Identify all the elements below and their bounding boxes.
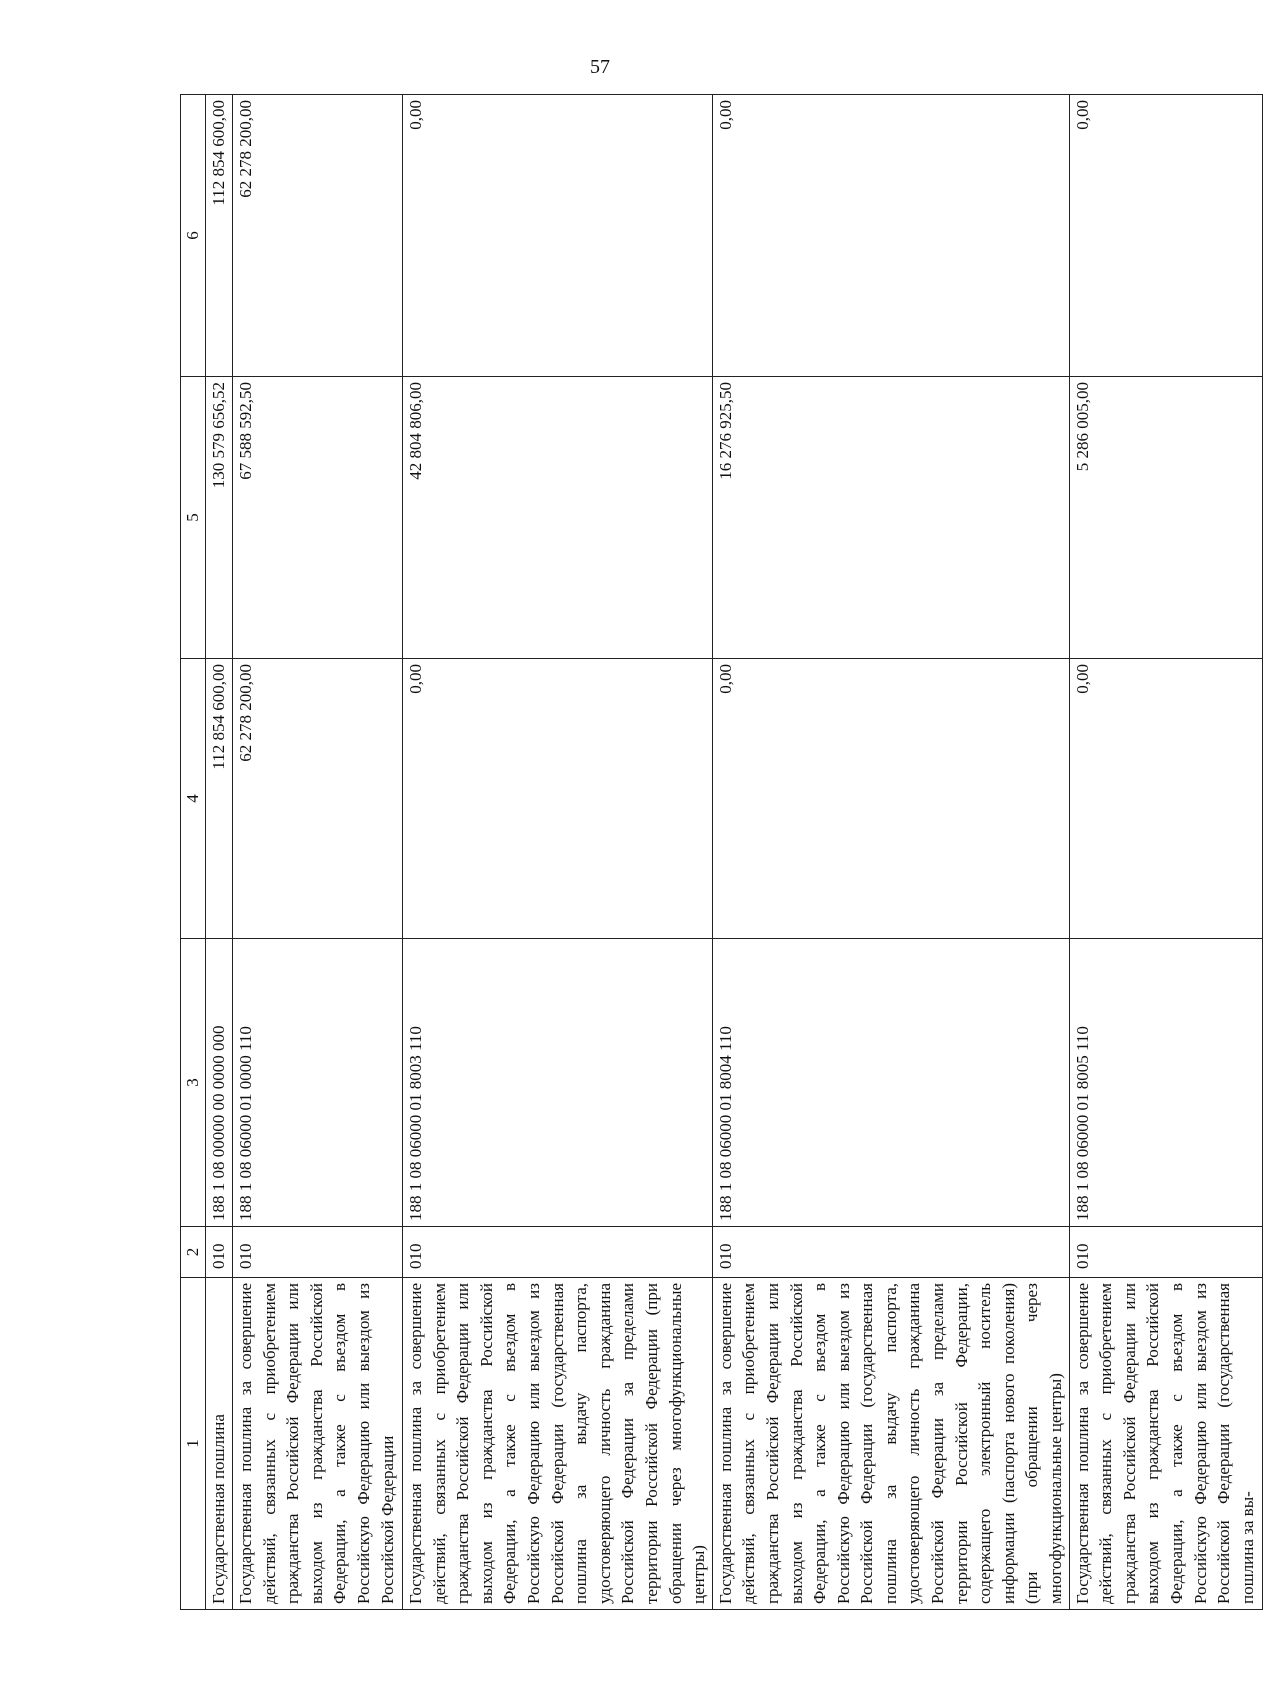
row-line-code: 010 <box>206 1227 233 1278</box>
header-cell: 6 <box>181 95 206 377</box>
row-kbk: 188 1 08 06000 01 8003 110 <box>403 939 713 1227</box>
row-name: Государственная пошлина <box>206 1278 233 1610</box>
row-col6: 0,00 <box>403 95 713 377</box>
row-col5: 130 579 656,52 <box>206 377 233 659</box>
row-col4: 0,00 <box>1069 659 1262 939</box>
header-cell: 3 <box>181 939 206 1227</box>
row-kbk: 188 1 08 06000 01 0000 110 <box>233 939 403 1227</box>
row-line-code: 010 <box>403 1227 713 1278</box>
row-name: Государственная пошлина за совершение действий, связанных с приобретением гражданства Российской Федерации или выходом из гражданства Российской Федерации, а также с въездом в Российскую Федерацию или выездом из Российской Федерации (государственная пошлина за выдачу паспорта, удостоверяющего личность гражданина Российской Федерации за пределами территории Российской Федерации (при обращении через многофункциональные центры) <box>403 1278 713 1610</box>
row-name: Государственная пошлина за совершение действий, связанных с приобретением гражданства Российской Федерации или выходом из гражданства Российской Федерации, а также с въездом в Российскую Федерацию или выездом из Российской Федерации (государственная пошлина за вы- <box>1069 1278 1262 1610</box>
table-row <box>712 95 1069 1610</box>
table-row <box>1069 95 1262 1610</box>
table-row <box>206 95 233 1610</box>
row-col4: 0,00 <box>403 659 713 939</box>
page-number: 57 <box>590 56 610 78</box>
header-cell: 1 <box>181 1278 206 1610</box>
row-col4: 0,00 <box>712 659 1069 939</box>
row-col6: 0,00 <box>1069 95 1262 377</box>
row-col6: 62 278 200,00 <box>233 95 403 377</box>
header-cell: 5 <box>181 377 206 659</box>
row-kbk: 188 1 08 06000 01 8004 110 <box>712 939 1069 1227</box>
row-col4: 112 854 600,00 <box>206 659 233 939</box>
table-row <box>403 95 713 1610</box>
row-line-code: 010 <box>1069 1227 1262 1278</box>
row-kbk: 188 1 08 00000 00 0000 000 <box>206 939 233 1227</box>
row-col4: 62 278 200,00 <box>233 659 403 939</box>
row-name: Государственная пошлина за совершение действий, связанных с приобретением гражданства Российской Федерации или выходом из гражданства Российской Федерации, а также с въездом в Российскую Федерацию или выездом из Российской Федерации (государственная пошлина за выдачу паспорта, удостоверяющего личность гражданина Российской Федерации за пределами территории Российской Федерации, содержащего электронный носитель информации (паспорта нового поколения) (при обращении через многофункциональные центры) <box>712 1278 1069 1610</box>
table-header-row <box>181 95 206 1610</box>
row-name: Государственная пошлина за совершение действий, связанных с приобретением гражданства Российской Федерации или выходом из гражданства Российской Федерации, а также с въездом в Российскую Федерацию или выездом из Российской Федерации <box>233 1278 403 1610</box>
row-col5: 5 286 005,00 <box>1069 377 1262 659</box>
header-cell: 4 <box>181 659 206 939</box>
row-line-code: 010 <box>233 1227 403 1278</box>
table-row <box>233 95 403 1610</box>
rotated-table-container <box>180 95 1257 1610</box>
row-col6: 0,00 <box>712 95 1069 377</box>
revenue-table <box>180 94 1263 1610</box>
header-cell: 2 <box>181 1227 206 1278</box>
row-col5: 42 804 806,00 <box>403 377 713 659</box>
row-col5: 16 276 925,50 <box>712 377 1069 659</box>
row-line-code: 010 <box>712 1227 1069 1278</box>
row-col6: 112 854 600,00 <box>206 95 233 377</box>
row-kbk: 188 1 08 06000 01 8005 110 <box>1069 939 1262 1227</box>
row-col5: 67 588 592,50 <box>233 377 403 659</box>
